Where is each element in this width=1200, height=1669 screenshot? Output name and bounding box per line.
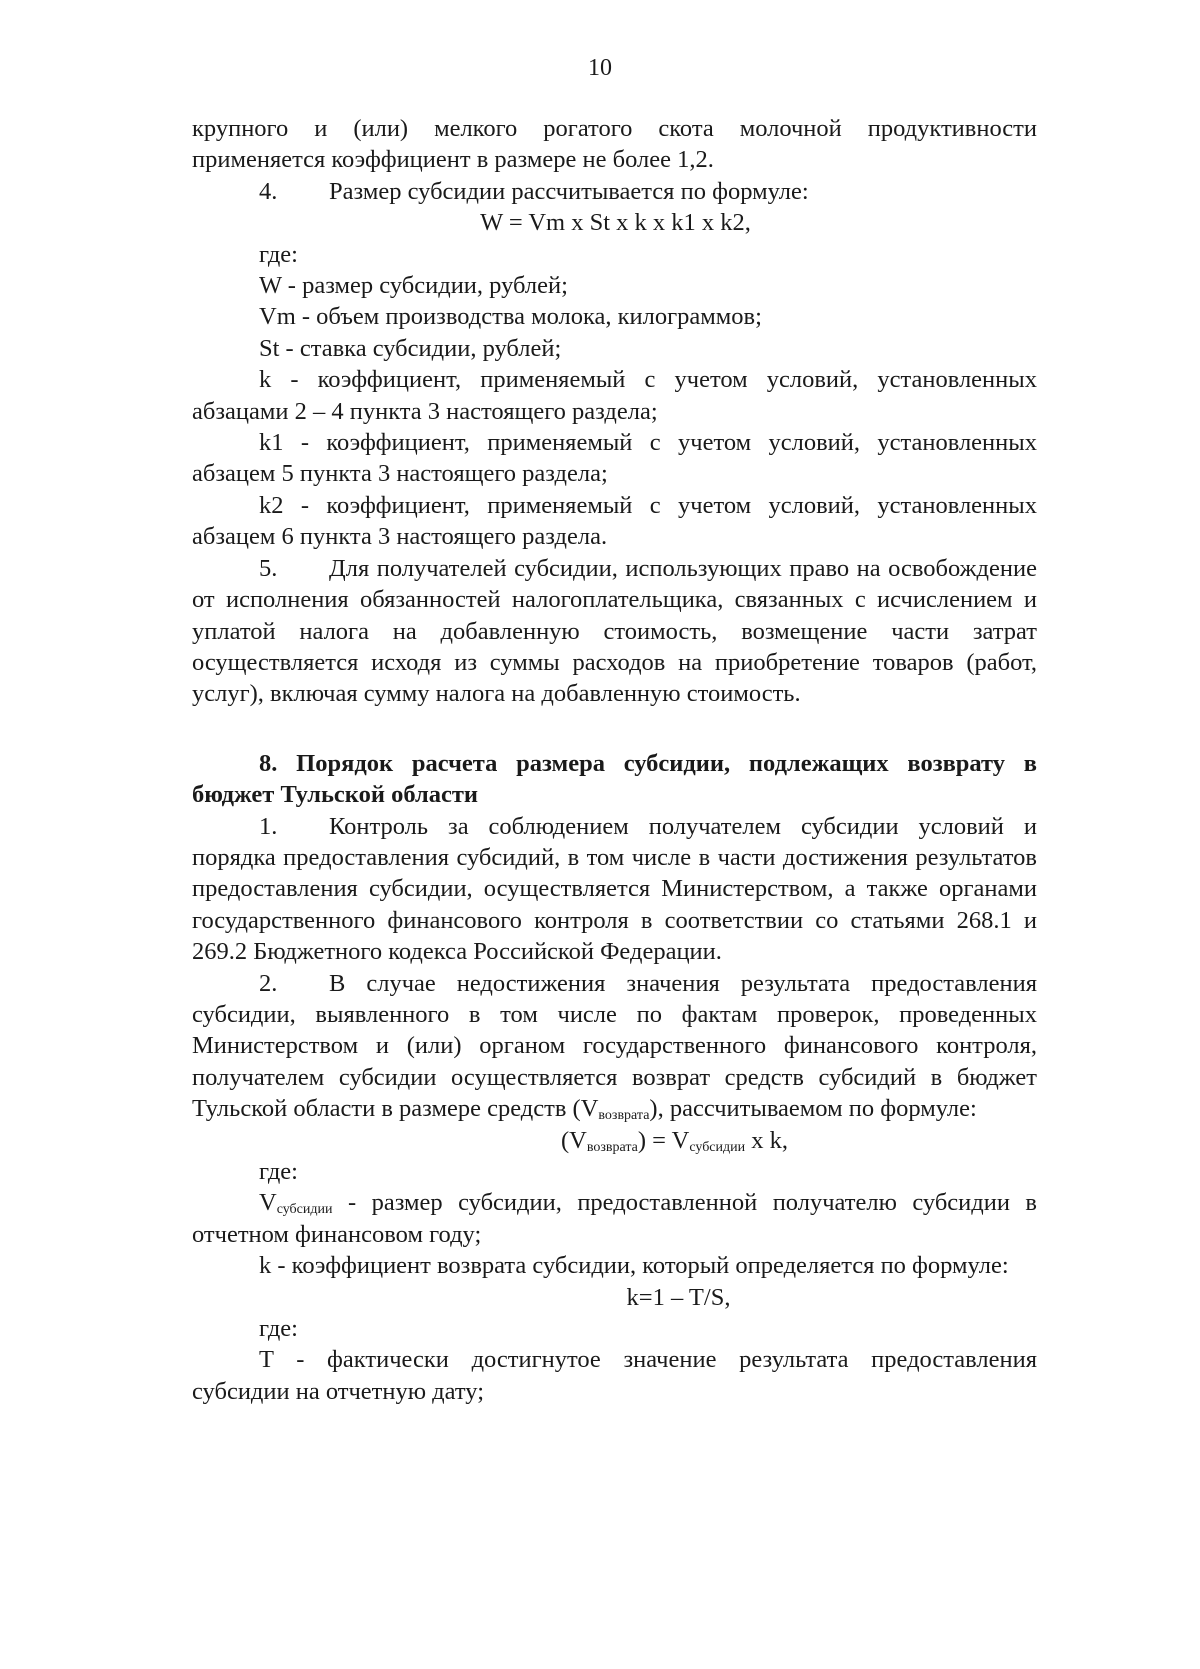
definition-vm: Vm - объем производства молока, килограммов; <box>259 303 762 331</box>
item-number: 4. <box>259 177 278 205</box>
subscript-vozvrata: возврата <box>586 1139 638 1155</box>
formula-return <box>192 1125 1037 1156</box>
definition-k1: k1 - коэффициент, применяемый с учетом условий, установленных абзацем 5 пункта 3 настоящего раздела; <box>192 429 1037 488</box>
section-heading: 8. Порядок расчета размера субсидии, подлежащих возврату в бюджет Тульской области <box>192 749 1037 809</box>
definition-t: T - фактически достигнутое значение результата предоставления субсидии на отчетную дату; <box>192 1346 1037 1405</box>
item-text-tail: ), рассчитываемом по формуле: <box>649 1095 977 1123</box>
item-number: 1. <box>259 812 278 840</box>
formula-k: k=1 – T/S, <box>626 1283 731 1311</box>
item-text: Размер субсидии рассчитывается по формуле: <box>329 177 809 205</box>
subscript-subsidii: субсидии <box>276 1202 333 1218</box>
definition-text: - размер субсидии, предоставленной получателю субсидии в отчетном финансовом году; <box>192 1189 1037 1248</box>
item-number: 5. <box>259 554 278 582</box>
definition-k-return: k - коэффициент возврата субсидии, который определяется по формуле: <box>259 1252 1009 1280</box>
where-label: где: <box>259 240 298 268</box>
page-number: 10 <box>588 55 612 81</box>
definition-v-subsidii <box>192 1187 1037 1250</box>
paragraph-item-5 <box>192 553 1037 710</box>
subscript-vozvrata: возврата <box>598 1108 650 1124</box>
where-label: где: <box>259 1158 298 1185</box>
paragraph-continuation: крупного и (или) мелкого рогатого скота молочной продуктивности применяется коэффициент в размере не более 1,2. <box>192 115 1037 174</box>
formula-part: x k, <box>745 1126 788 1154</box>
definition-k: k - коэффициент, применяемый с учетом условий, установленных абзацами 2 – 4 пункта 3 настоящего раздела; <box>192 366 1037 425</box>
item-text: Для получателей субсидии, использующих право на освобождение от исполнения обязанностей налогоплательщика, связанных с исчислением и уплатой налога на добавленную стоимость, возмещение части затрат осуществляется исходя из суммы расходов на приобретение товаров (работ, услуг), включая сумму налога на добавленную стоимость. <box>192 554 1037 708</box>
document-body <box>192 113 1037 1407</box>
definition-k2: k2 - коэффициент, применяемый с учетом условий, установленных абзацем 6 пункта 3 настоящего раздела. <box>192 491 1037 551</box>
where-label: где: <box>259 1315 298 1343</box>
section-item-2 <box>192 968 1037 1125</box>
item-number: 2. <box>259 969 278 997</box>
formula-part: (V <box>560 1126 587 1154</box>
paragraph-item-4 <box>192 176 1037 207</box>
item-text: В случае недостижения значения результата предоставления субсидии, выявленного в том числе по фактам проверок, проведенных Министерством и (или) органом государственного финансового контроля, получателем субсидии осуществляется возврат средств субсидий в бюджет Тульской области в размере средств (V <box>192 969 1037 1123</box>
symbol: V <box>259 1189 277 1217</box>
definition-w: W - размер субсидии, рублей; <box>259 272 568 300</box>
section-item-1 <box>192 811 1037 968</box>
definition-st: St - ставка субсидии, рублей; <box>259 334 562 362</box>
formula-part: ) = V <box>637 1126 690 1154</box>
item-text: Контроль за соблюдением получателем субсидии условий и порядка предоставления субсидий, в том числе в части достижения результатов предоставления субсидии, осуществляется Министерством, а также органами государственного финансового контроля в соответствии со статьями 268.1 и 269.2 Бюджетного кодекса Российской Федерации. <box>192 812 1037 966</box>
subscript-subsidii: субсидии <box>689 1139 746 1155</box>
formula-subsidy-size: W = Vm x St x k x k1 x k2, <box>480 209 751 237</box>
